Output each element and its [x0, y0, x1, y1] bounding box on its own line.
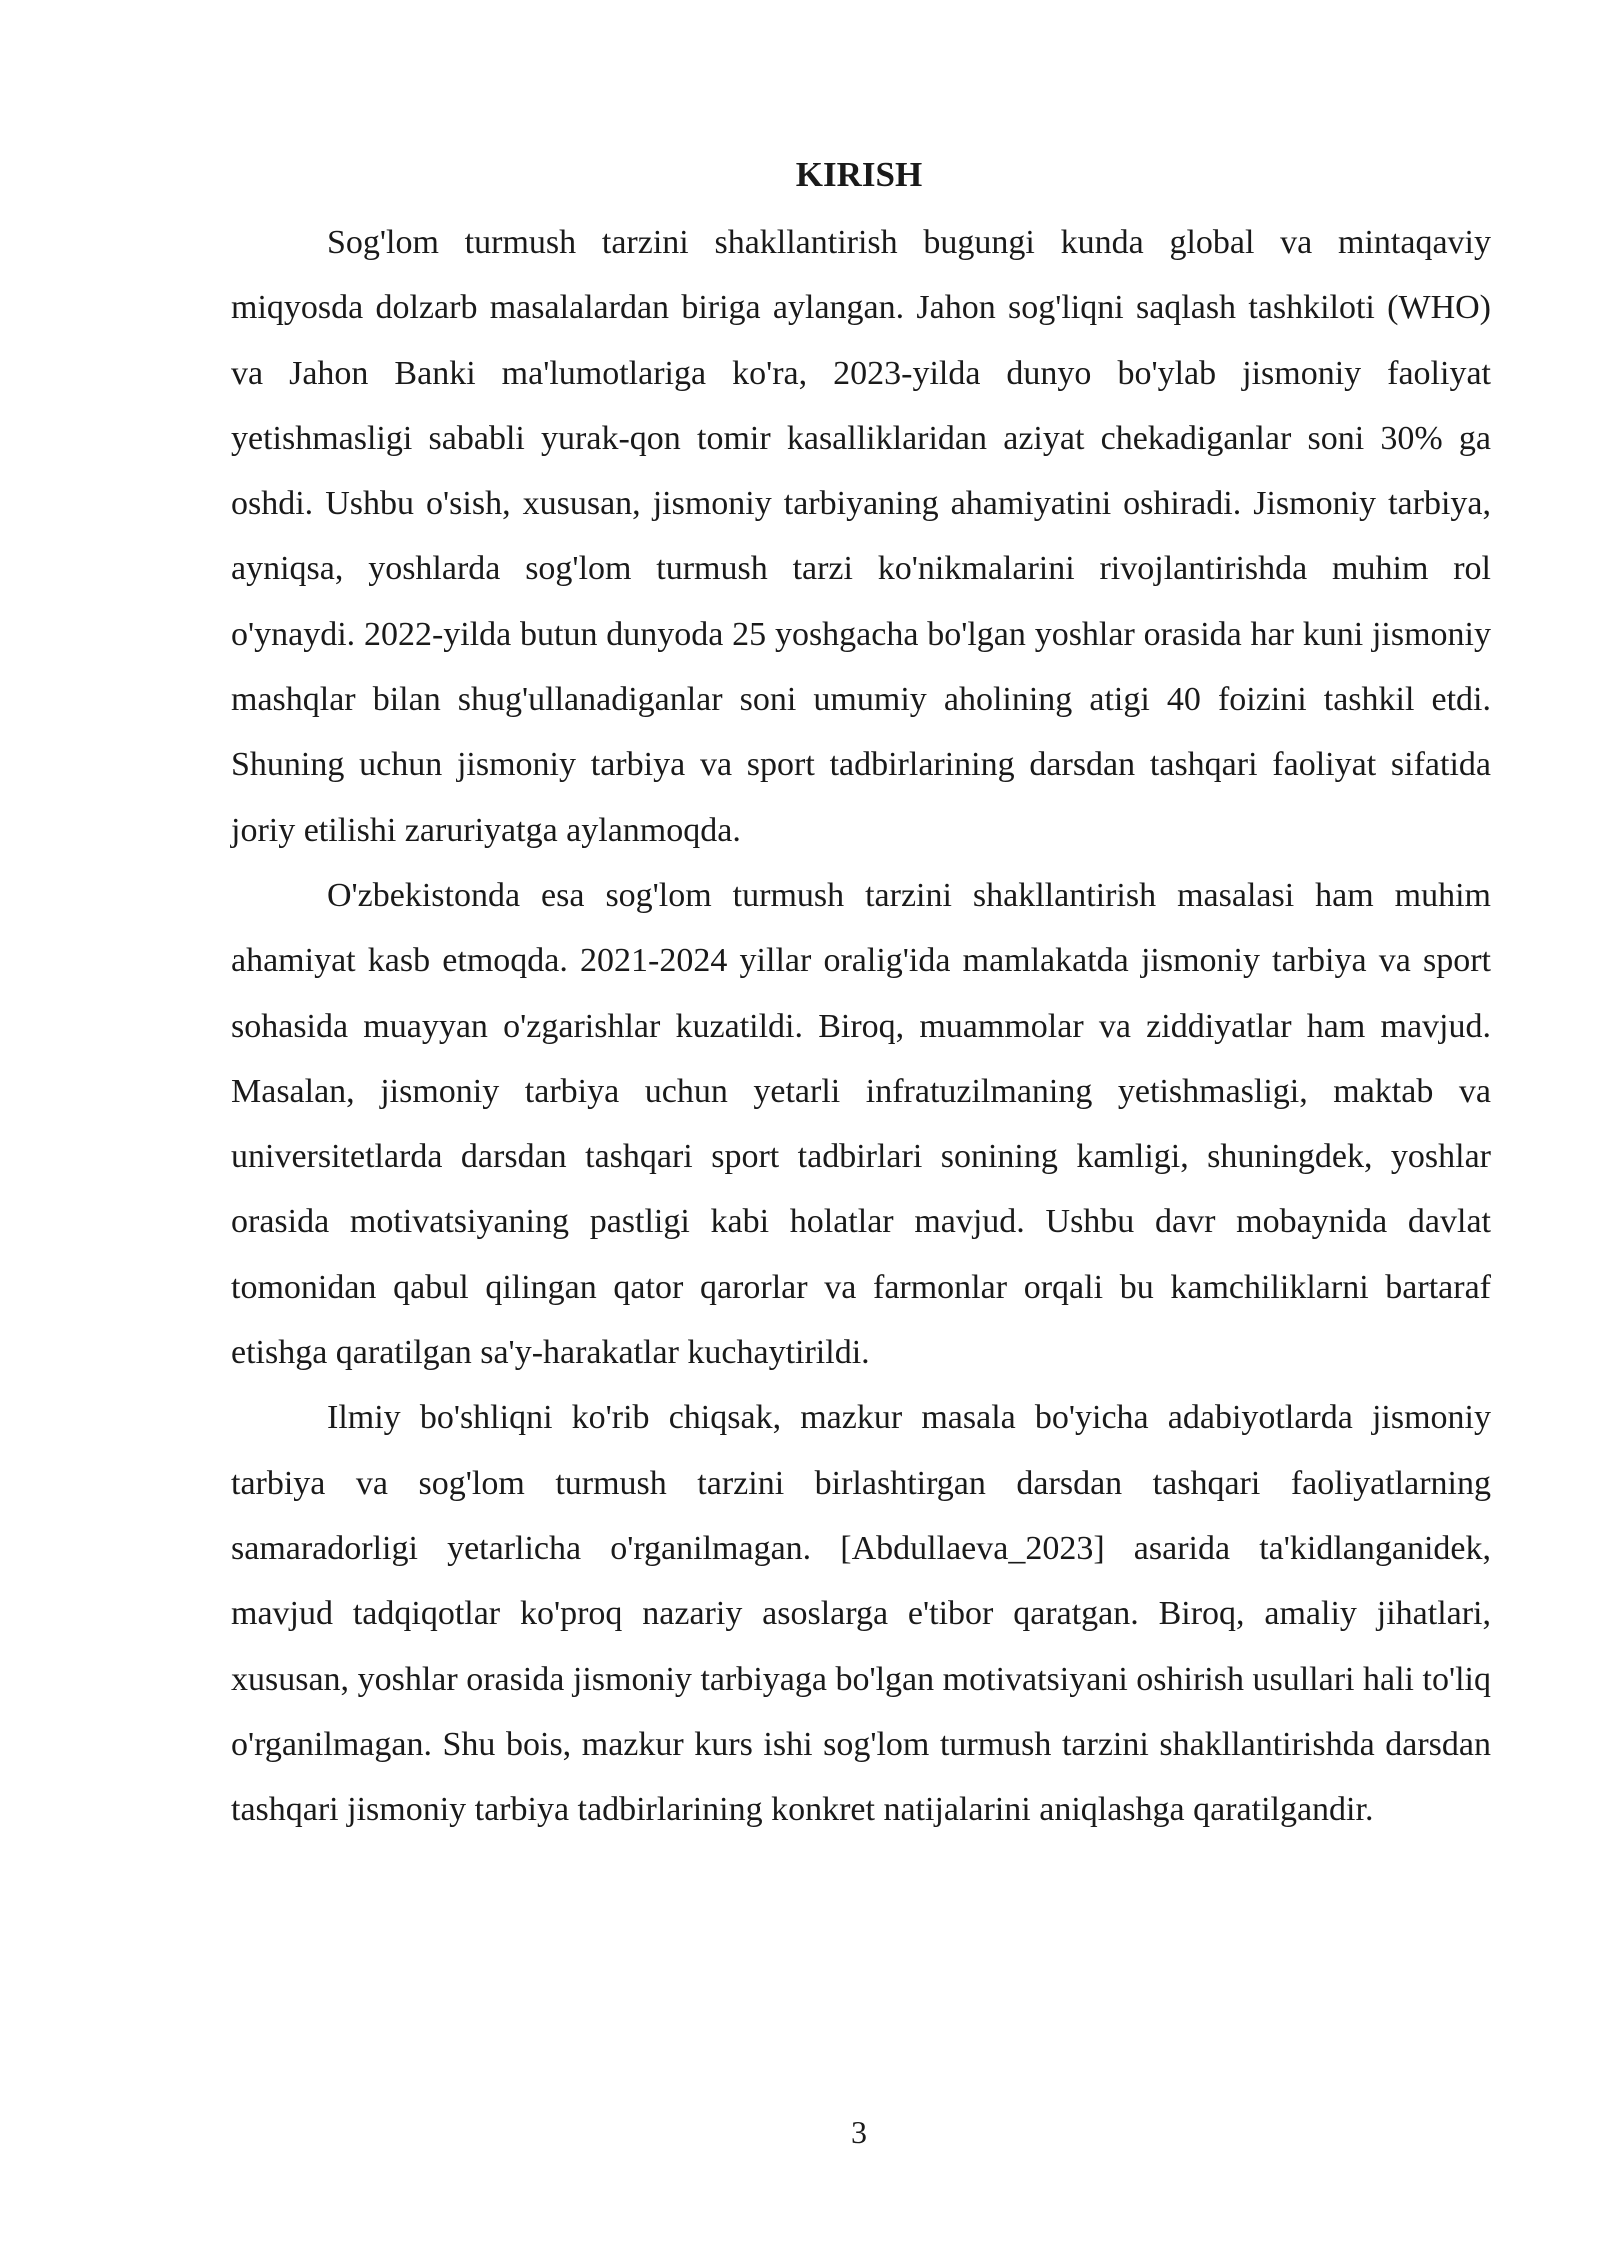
- body-text: [231, 210, 1491, 1842]
- paragraph-3: Ilmiy bo'shliqni ko'rib chiqsak, mazkur masala bo'yicha adabiyotlarda jismoniy tarbiya va sog'lom turmush tarzini birlashtirgan darsdan tashqari faoliyatlarning samaradorligi yetarlicha o'rganilmagan. [Abdullaeva_2023] asarida ta'kidlanganidek, mavjud tadqiqotlar ko'proq nazariy asoslarga e'tibor qaratgan. Biroq, amaliy jihatlari, xususan, yoshlar orasida jismoniy tarbiyaga bo'lgan motivatsiyani oshirish usullari hali to'liq o'rganilmagan. Shu bois, mazkur kurs ishi sog'lom turmush tarzini shakllantirishda darsdan tashqari jismoniy tarbiya tadbirlarining konkret natijalarini aniqlashga qaratilgandir.: [231, 1399, 1491, 1829]
- paragraph-2: O'zbekistonda esa sog'lom turmush tarzini shakllantirish masalasi ham muhim ahamiyat kasb etmoqda. 2021-2024 yillar oralig'ida mamlakatda jismoniy tarbiya va sport sohasida muayyan o'zgarishlar kuzatildi. Biroq, muammolar va ziddiyatlar ham mavjud. Masalan, jismoniy tarbiya uchun yetarli infratuzilmaning yetishmasligi, maktab va universitetlarda darsdan tashqari sport tadbirlari sonining kamligi, shuningdek, yoshlar orasida motivatsiyaning pastligi kabi holatlar mavjud. Ushbu davr mobaynida davlat tomonidan qabul qilingan qator qarorlar va farmonlar orqali bu kamchiliklarni bartaraf etishga qaratilgan sa'y-harakatlar kuchaytirildi.: [231, 876, 1491, 1372]
- section-heading: KIRISH: [795, 155, 923, 194]
- paragraph-1: Sog'lom turmush tarzini shakllantirish bugungi kunda global va mintaqaviy miqyosda dolzarb masalalardan biriga aylangan. Jahon sog'liqni saqlash tashkiloti (WHO) va Jahon Banki ma'lumotlariga ko'ra, 2023-yilda dunyo bo'ylab jismoniy faoliyat yetishmasligi sababli yurak-qon tomir kasalliklaridan aziyat chekadiganlar soni 30% ga oshdi. Ushbu o'sish, xususan, jismoniy tarbiyaning ahamiyatini oshiradi. Jismoniy tarbiya, ayniqsa, yoshlarda sog'lom turmush tarzi ko'nikmalarini rivojlantirishda muhim rol o'ynaydi. 2022-yilda butun dunyoda 25 yoshgacha bo'lgan yoshlar orasida har kuni jismoniy mashqlar bilan shug'ullanadiganlar soni umumiy aholining atigi 40 foizini tashkil etdi. Shuning uchun jismoniy tarbiya va sport tadbirlarining darsdan tashqari faoliyat sifatida joriy etilishi zaruriyatga aylanmoqda.: [231, 224, 1491, 849]
- page-number: 3: [851, 2114, 867, 2150]
